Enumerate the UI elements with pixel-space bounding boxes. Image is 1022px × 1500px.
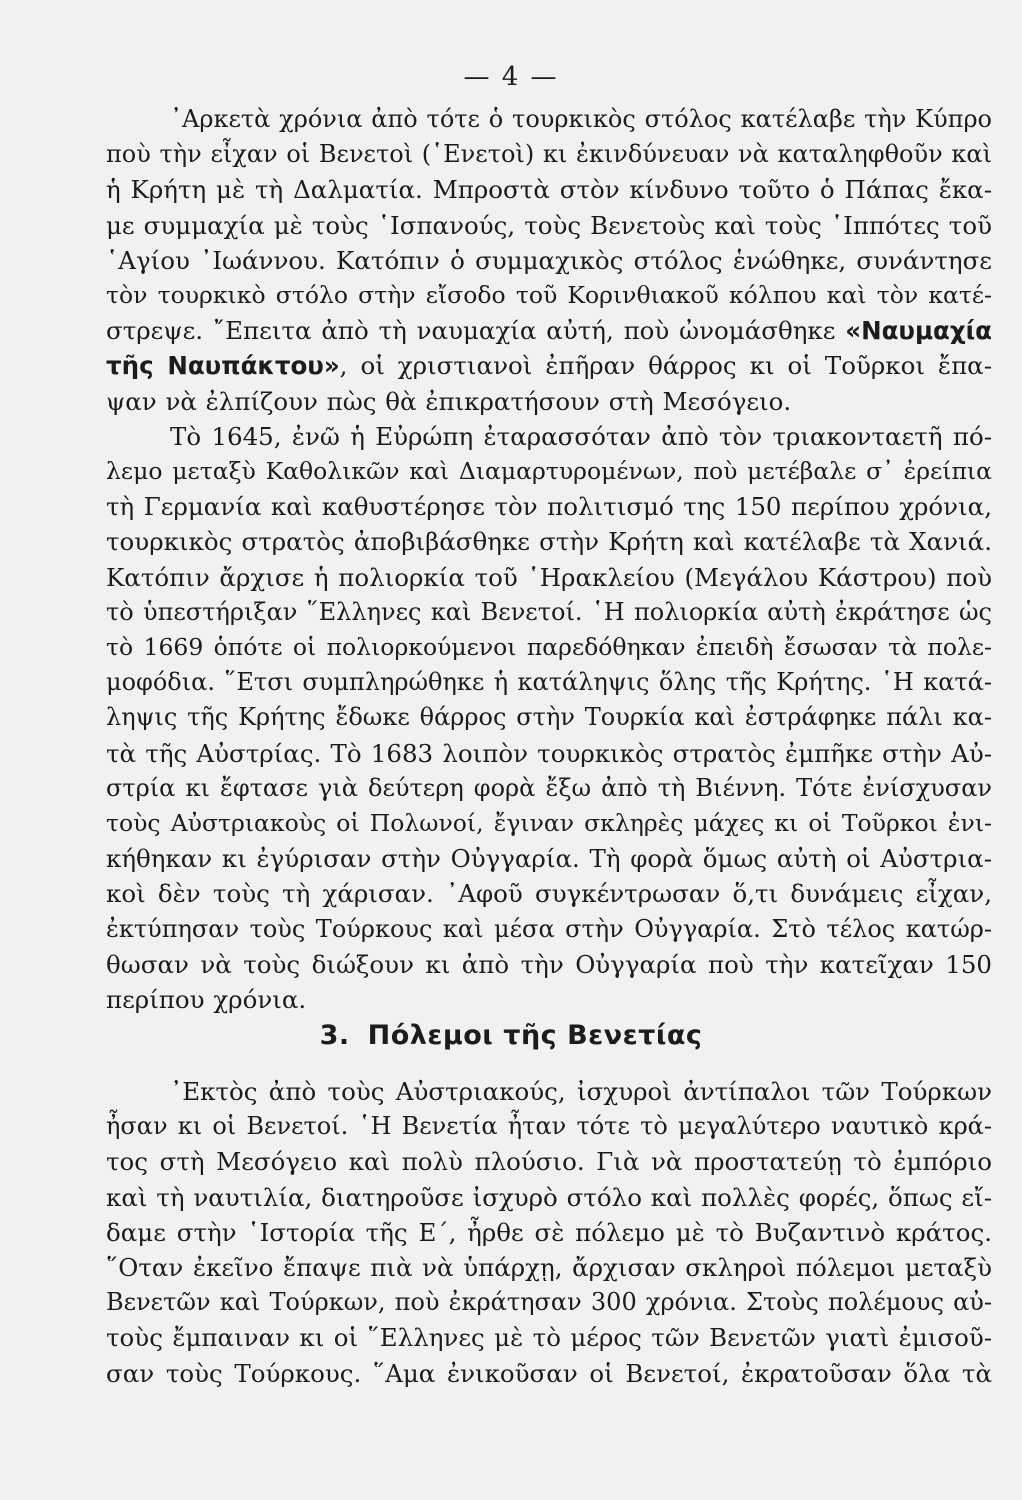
text-line: τουρκικὸς στρατὸς ἀποβιβάσθηκε στὴν Κρήτη καὶ κατέλαβε τὰ Χανιά. [106,527,992,557]
paragraph-venice [106,1074,992,1391]
text-line: περίπου χρόνια. [106,985,307,1015]
body-text-lower [106,1074,992,1391]
text-line: τὴ Γερμανία καὶ καθυστέρησε τὸν πολιτισμό της 150 περίπου χρόνια, [106,492,992,522]
page-number: — 4 — [463,62,559,92]
text-line: Τὸ 1645, ἐνῶ ἡ Εὐρώπη ἐταρασσόταν ἀπὸ τὸν τριακονταετῆ πό- [170,421,992,451]
text-line: τὰ τῆς Αὐστρίας. Τὸ 1683 λοιπὸν τουρκικὸς στρατὸς ἐμπῆκε στὴν Αὐ- [106,738,992,768]
text-line: ποὺ τὴν εἶχαν οἱ Βενετοὶ (῾Ενετοὶ) κι ἐκινδύνευαν νὰ καταληφθοῦν καὶ [106,140,992,169]
text-line: Βενετῶν καὶ Τούρκων, ποὺ ἐκράτησαν 300 χρόνια. Στοὺς πολέμους αὐ- [106,1288,992,1317]
text-line: τὸ ὑπεστήριξαν ῞Ελληνες καὶ Βενετοί. ῾Η πολιορκία αὐτὴ ἐκράτησε ὡς [106,597,992,626]
text-line: ῾Αγίου ᾿Ιωάννου. Κατόπιν ὁ συμμαχικὸς στόλος ἑνώθηκε, συνάντησε [106,245,992,275]
paragraph-cyprus [106,102,992,419]
text-line [106,313,992,348]
text-line [106,348,992,383]
text-segment: , οἱ χριστιανοὶ ἐπῆραν θάρρος κι οἱ Τοῦρκοι ἔπα- [339,351,992,381]
bold-term-naumachia: «Ναυμαχία [845,316,993,346]
text-line: στρία κι ἔφτασε γιὰ δεύτερη φορὰ ἔξω ἀπὸ τὴ Βιέννη. Τότε ἐνίσχυσαν [106,773,992,802]
text-line: σαν τοὺς Τούρκους. ῞Αμα ἐνικοῦσαν οἱ Βενετοί, ἐκρατοῦσαν ὅλα τὰ [106,1358,992,1388]
text-line: ᾿Εκτὸς ἀπὸ τοὺς Αὐστριακούς, ἰσχυροὶ ἀντίπαλοι τῶν Τούρκων [170,1077,992,1106]
text-line: τοὺς Αὐστριακοὺς οἱ Πολωνοί, ἔγιναν σκληρὲς μάχες κι οἱ Τοῦρκοι ἐνι- [106,809,992,838]
text-line: Κατόπιν ἄρχισε ἡ πολιορκία τοῦ ῾Ηρακλείου (Μεγάλου Κάστρου) ποὺ [106,562,992,592]
text-segment: στρεψε. ῎Επειτα ἀπὸ τὴ ναυμαχία αὐτή, ποὺ ὠνομάσθηκε [106,316,836,346]
text-line: τὸν τουρκικὸ στόλο στὴν εἴσοδο τοῦ Κορινθιακοῦ κόλπου καὶ τὸν κατέ- [106,281,992,310]
text-line: λεμο μεταξὺ Καθολικῶν καὶ Διαμαρτυρομένων, ποὺ μετέβαλε σ᾿ ἐρείπια [106,457,992,486]
text-line: θωσαν νὰ τοὺς διώξουν κι ἀπὸ τὴν Οὐγγαρία ποὺ τὴν κατεῖχαν 150 [106,949,992,979]
text-line: ἐκτύπησαν τοὺς Τούρκους καὶ μέσα στὴν Οὐγγαρία. Στὸ τέλος κατώρ- [106,914,992,943]
text-line: μοφόδια. ῞Ετσι συμπληρώθηκε ἡ κατάληψις ὅλης τῆς Κρήτης. ῾Η κατά- [106,668,992,697]
text-line: καὶ τὴ ναυτιλία, διατηροῦσε ἰσχυρὸ στόλο καὶ πολλὲς φορές, ὅπως εἴ- [106,1182,992,1212]
text-line: ἦσαν κι οἱ Βενετοί. ῾Η Βενετία ἦταν τότε τὸ μεγαλύτερο ναυτικὸ κρά- [106,1112,992,1141]
section-number: 3. [319,1020,350,1051]
text-line: κοὶ δὲν τοὺς τὴ χάρισαν. ᾿Αφοῦ συγκέντρωσαν ὅ,τι δυνάμεις εἶχαν, [106,879,992,909]
text-line: ἡ Κρήτη μὲ τὴ Δαλματία. Μπροστὰ στὸν κίνδυνο τοῦτο ὁ Πάπας ἔκα- [106,175,992,205]
bold-term-nafpaktos: τῆς Ναυπάκτου» [106,351,340,381]
text-line: ᾿Αρκετὰ χρόνια ἀπὸ τότε ὁ τουρκικὸς στόλος κατέλαβε τὴν Κύπρο [170,105,992,133]
text-line: ψαν νὰ ἐλπίζουν πὼς θὰ ἐπικρατήσουν στὴ Μεσόγειο. [106,386,792,416]
text-line: δαμε στὴν ῾Ιστορία τῆς Ε΄, ἦρθε σὲ πόλεμο μὲ τὸ Βυζαντινὸ κράτος. [106,1217,992,1247]
paragraph-crete [106,419,992,1017]
text-line: ῞Οταν ἐκεῖνο ἔπαψε πιὰ νὰ ὑπάρχῃ, ἄρχισαν σκληροὶ πόλεμοι μεταξὺ [106,1253,992,1283]
text-line: με συμμαχία μὲ τοὺς ῾Ισπανούς, τοὺς Βενετοὺς καὶ τοὺς ῾Ιππότες τοῦ [106,210,992,240]
section-title: Πόλεμοι τῆς Βενετίας [367,1020,703,1051]
text-line: ληψις τῆς Κρήτης ἔδωκε θάρρος στὴν Τουρκία καὶ ἐστράφηκε πάλι κα- [106,703,992,732]
section-heading [0,1020,1022,1051]
body-text-upper [106,102,992,1017]
text-line: τοὺς ἔμπαιναν κι οἱ ῞Ελληνες μὲ τὸ μέρος τῶν Βενετῶν γιατὶ ἐμισοῦ- [106,1323,992,1353]
text-line: τος στὴ Μεσόγειο καὶ πολὺ πλούσιο. Γιὰ νὰ προστατεύῃ τὸ ἐμπόριο [106,1147,992,1177]
text-line: κήθηκαν κι ἐγύρισαν στὴν Οὐγγαρία. Τὴ φορὰ ὅμως αὐτὴ οἱ Αὐστρια- [106,844,992,874]
text-line: τὸ 1669 ὁπότε οἱ πολιορκούμενοι παρεδόθηκαν ἐπειδὴ ἔσωσαν τὰ πολε- [106,633,992,662]
